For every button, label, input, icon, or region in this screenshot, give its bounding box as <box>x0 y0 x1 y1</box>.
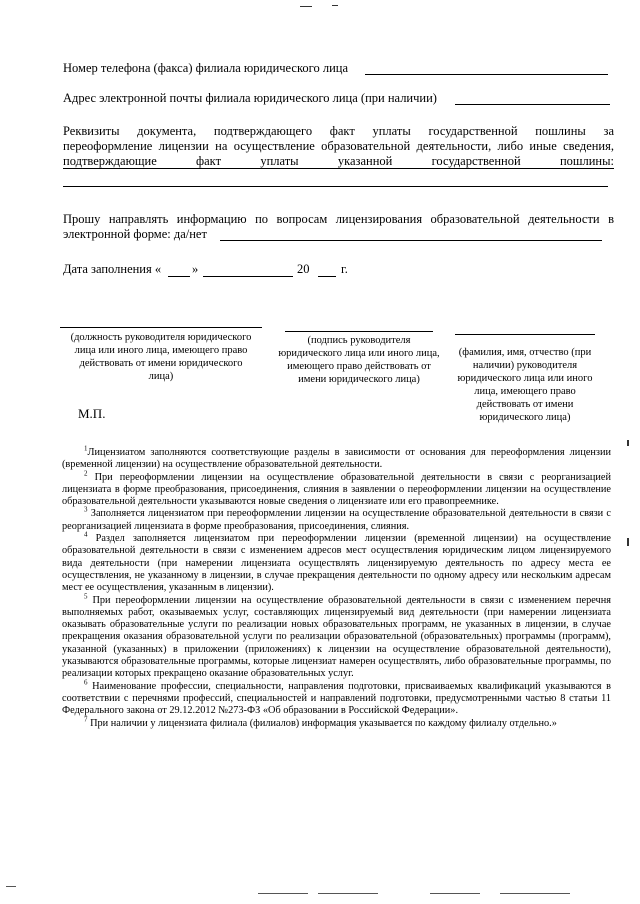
date-year-suffix: г. <box>341 262 348 276</box>
date-close-quote: » <box>192 262 199 276</box>
signature-line[interactable] <box>285 331 433 332</box>
requisites-line-3: подтверждающие факт уплаты указанной государственной пошлины: <box>63 154 614 168</box>
date-label: Дата заполнения « <box>63 262 162 276</box>
scan-mark-right-1 <box>627 440 629 446</box>
scan-mark-bottom-3 <box>430 893 480 894</box>
fullname-caption: (фамилия, имя, отчество (при наличии) руководителя юридического лица или иного лица, имеющего право действовать от имени юридического лица) <box>457 347 593 423</box>
footnote-1: $^1$Лицензиатом заполняются соответствующие разделы в зависимости от основания для переоформления лицензии (временной лицензии) на осуществление образовательной деятельности. <box>62 444 611 471</box>
request-input-line[interactable] <box>220 240 602 241</box>
phone-label: Номер телефона (факса) филиала юридического лица <box>63 61 348 75</box>
requisites-line-2: переоформление лицензии на осуществление образовательной деятельности, либо иные сведения, <box>63 139 614 153</box>
requisites-line-1: Реквизиты документа, подтверждающего факт уплаты государственной пошлины за <box>63 124 614 138</box>
requisites-underline-3 <box>63 168 614 169</box>
scan-mark-bottom-left <box>6 886 16 887</box>
scan-mark-bottom-2 <box>318 893 378 894</box>
footnotes <box>62 444 612 730</box>
signature-caption: (подпись руководителя юридического лица или иного лица, имеющего право действовать от имени юридического лица) <box>278 335 440 385</box>
phone-input-line[interactable] <box>365 74 608 75</box>
stamp-label: М.П. <box>78 406 106 421</box>
footnote-3: $^3$ Заполняется лицензиатом при переоформлении лицензии на осуществление образовательной деятельности в связи с реорганизацией лицензиата в форме преобразования, присоединения, слияния. <box>62 506 612 532</box>
date-year-prefix: 20 <box>297 262 310 276</box>
request-line-1: Прошу направлять информацию по вопросам лицензирования образовательной деятельности в <box>63 212 614 226</box>
fullname-signature-line[interactable] <box>455 334 595 335</box>
footnote-6: $^6$ Наименование профессии, специальности, направления подготовки, присваиваемых квалификаций указываются в соответствии с перечнями профессий, специальностей и направлений подготовки, предусмотренными частью 8 статьи 11 Федерального закона от 29.12.2012 №273-ФЗ «Об образовании в Российской Федерации». <box>62 678 611 717</box>
requisites-input-line[interactable] <box>63 186 608 187</box>
scan-mark-bottom-4 <box>500 893 570 894</box>
scan-mark-top-2 <box>332 5 338 6</box>
date-month-line[interactable] <box>203 276 293 277</box>
date-day-line[interactable] <box>168 276 190 277</box>
email-label: Адрес электронной почты филиала юридического лица (при наличии) <box>63 91 437 105</box>
scan-mark-right-2 <box>627 538 629 546</box>
position-signature-line[interactable] <box>60 327 262 328</box>
footnote-2: $^2$ При переоформлении лицензии на осуществление образовательной деятельности в связи с реорганизацией лицензиата в форме преобразования, присоединения, слияния в заявлении о переоформлении лицензии на осуществление образовательной деятельности указываются новые сведения о лицензиате или его правопреемнике. <box>62 469 612 508</box>
email-input-line[interactable] <box>455 104 610 105</box>
position-caption: (должность руководителя юридического лица или иного лица, имеющего право действовать от имени юридического лица) <box>70 332 252 382</box>
request-line-2: электронной форме: да/нет <box>63 227 207 241</box>
scan-mark-bottom-1 <box>258 893 308 894</box>
date-year-line[interactable] <box>318 276 336 277</box>
footnote-5: $^5$ При переоформлении лицензии на осуществление образовательной деятельности в связи с изменением перечня выполняемых работ, оказываемых услуг, составляющих лицензируемый вид деятельности (при намерении лицензиата оказывать образовательные услуги по реализации новых образовательных программ, не указанных в лицензии, в случае прекращения оказания образовательной услуги по реализации образовательной (образовательных) программы (программ), указанной (указанных) в приложении (приложениях) к лицензии на осуществление образовательной деятельности), указываются образовательные программы, которые лицензиат намерен осуществлять, либо образовательные программы, по реализации которых прекращено оказание образовательных услуг. <box>62 592 611 680</box>
footnote-7: $^7$ При наличии у лицензиата филиала (филиалов) информация указывается по каждому филиалу отдельно.» <box>84 715 557 729</box>
scan-mark-top <box>300 6 312 7</box>
footnote-4: $^4$ Раздел заполняется лицензиатом при переоформлении лицензии (временной лицензии) на осуществление образовательной деятельности в связи с изменением адресов мест осуществления юридическим лицом лицензируемого вида деятельности (при намерении лицензиата осуществлять лицензируемую деятельность по адресу места ее осуществления, не указанному в лицензии, в случае прекращения деятельности по одному адресу или нескольким адресам мест ее осуществления, указанным в лицензии). <box>62 530 611 594</box>
